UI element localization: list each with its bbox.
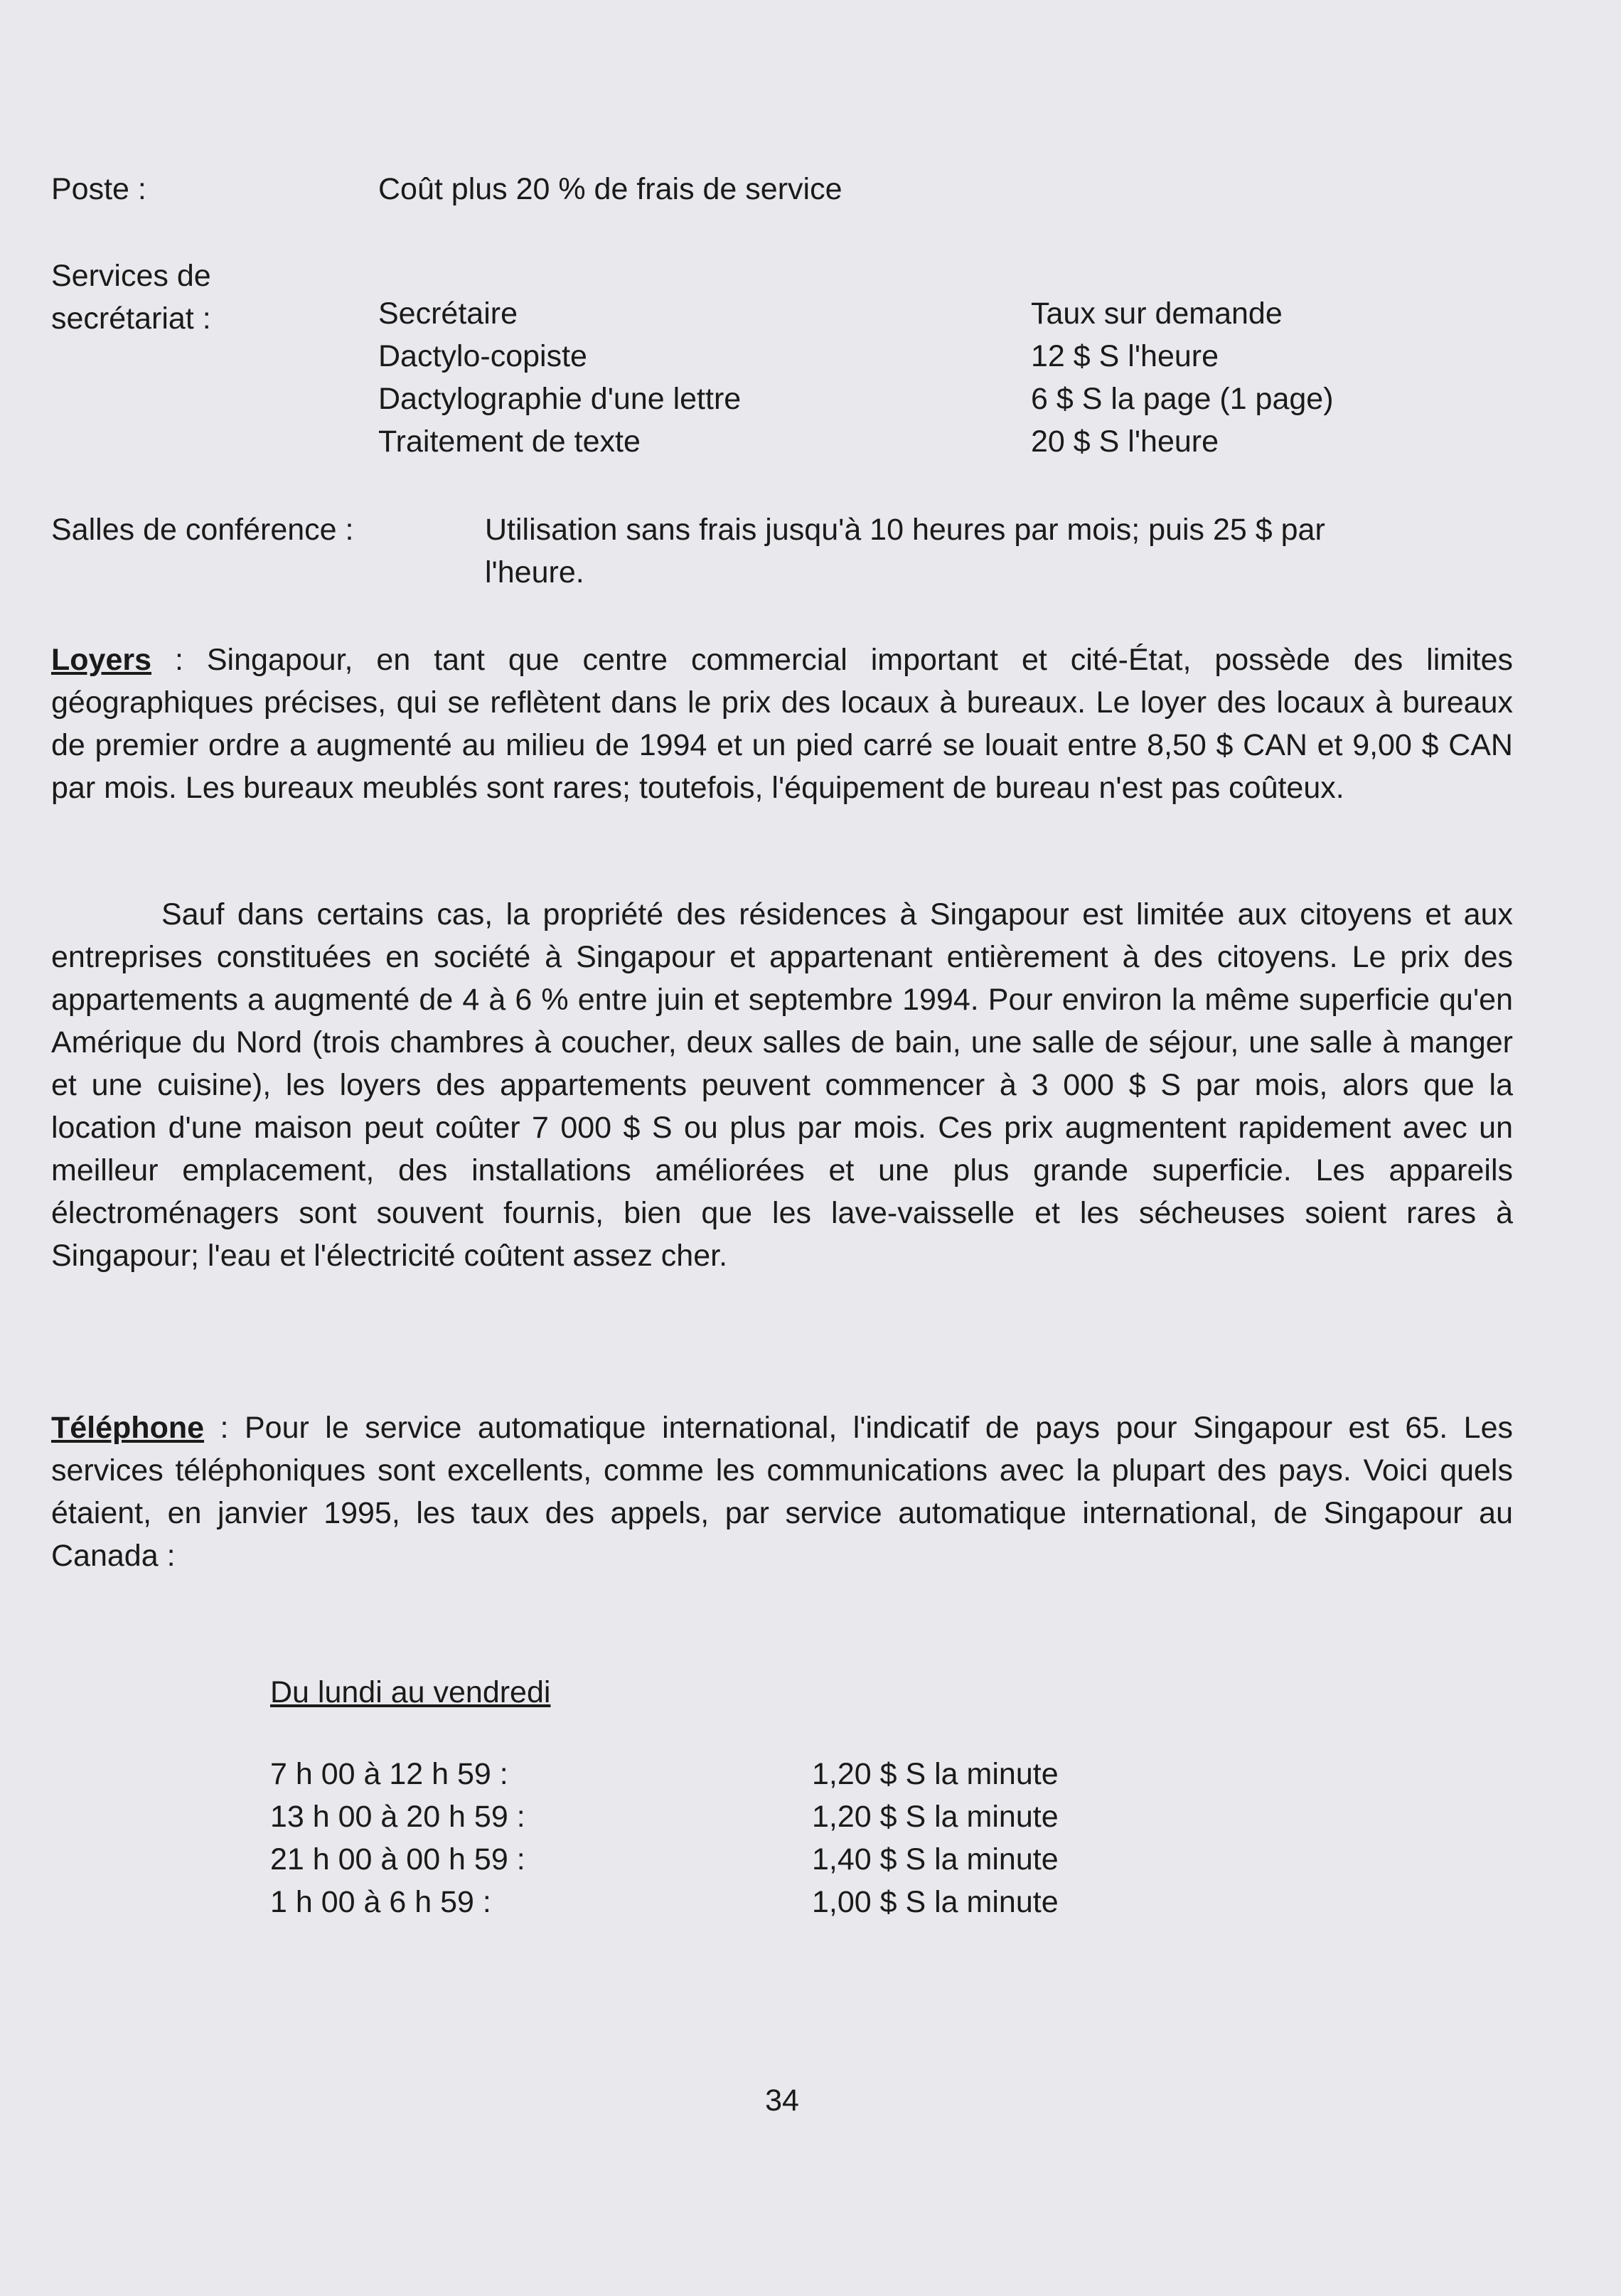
call-times xyxy=(270,1753,525,1923)
telephone-separator: : xyxy=(204,1411,245,1445)
call-rate: 1,20 $ S la minute xyxy=(812,1757,1059,1791)
service-name: Dactylo-copiste xyxy=(378,339,587,373)
page-number: 34 xyxy=(765,2083,799,2118)
service-rate: Taux sur demande xyxy=(1031,297,1283,331)
service-name: Secrétaire xyxy=(378,297,518,331)
residences-paragraph: Sauf dans certains cas, la propriété des résidences à Singapour est limitée aux citoyens et aux entreprises constituées en société à Singapour et appartenant entièrement à des citoyens. Le prix des appartements a augmenté de 4 à 6 % entre juin et septembre 1994. Pour environ la même superficie qu'en Amérique du Nord (trois chambres à coucher, deux salles de bain, une salle de séjour, une salle à manger et une cuisine), les loyers des appartements peuvent commencer à 3 000 $ S par mois, alors que la location d'une maison peut coûter 7 000 $ S ou plus par mois. Ces prix augmentent rapidement avec un meilleur emplacement, des installations améliorées et une plus grande superficie. Les appareils électroménagers sont souvent fournis, bien que les lave-vaisselle et les sécheuses soient rares à Singapour; l'eau et l'électricité coûtent assez cher. xyxy=(51,897,1513,1273)
loyers-separator: : xyxy=(151,643,207,677)
call-time: 1 h 00 à 6 h 59 : xyxy=(270,1885,491,1919)
poste-label: Poste : xyxy=(51,172,146,206)
call-time: 7 h 00 à 12 h 59 : xyxy=(270,1757,508,1791)
poste-value: Coût plus 20 % de frais de service xyxy=(378,172,842,206)
service-rate: 6 $ S la page (1 page) xyxy=(1031,382,1334,416)
call-time: 13 h 00 à 20 h 59 : xyxy=(270,1800,525,1834)
telephone-text: Pour le service automatique international, l'indicatif de pays pour Singapour est 65. Les services téléphoniques sont excellents, comme les communications avec la plupart des pays. Voici quels étaient, en janvier 1995, les taux des appels, par service automatique international, de Singapour au Canada : xyxy=(51,1411,1514,1573)
call-rate: 1,40 $ S la minute xyxy=(812,1842,1059,1876)
schedule-heading: Du lundi au vendredi xyxy=(270,1675,551,1709)
telephone-heading: Téléphone xyxy=(51,1411,205,1445)
conference-line1: Utilisation sans frais jusqu'à 10 heures par mois; puis 25 $ par xyxy=(485,513,1325,547)
loyers-text: Singapour, en tant que centre commercial important et cité-État, possède des limites géographiques précises, qui se reflètent dans le prix des locaux à bureaux. Le loyer des locaux à bureaux de premier ordre a augmenté au milieu de 1994 et un pied carré se louait entre 8,50 $ CAN et 9,00 $ CAN par mois. Les bureaux meublés sont rares; toutefois, l'équipement de bureau n'est pas coûteux. xyxy=(51,643,1513,805)
conference-line2: l'heure. xyxy=(485,555,584,589)
service-rate: 12 $ S l'heure xyxy=(1031,339,1219,373)
loyers-heading: Loyers xyxy=(51,643,152,677)
secretariat-services xyxy=(378,292,741,463)
loyers-paragraph xyxy=(51,639,1513,809)
call-time: 21 h 00 à 00 h 59 : xyxy=(270,1842,525,1876)
telephone-paragraph xyxy=(51,1406,1513,1577)
service-rate: 20 $ S l'heure xyxy=(1031,425,1219,459)
conference-label: Salles de conférence : xyxy=(51,513,354,547)
service-name: Dactylographie d'une lettre xyxy=(378,382,742,416)
secretariat-label-line2: secrétariat : xyxy=(51,301,211,336)
secretariat-rates xyxy=(1031,292,1334,463)
call-rate: 1,00 $ S la minute xyxy=(812,1885,1059,1919)
service-name: Traitement de texte xyxy=(378,425,641,459)
call-rates xyxy=(812,1753,1059,1923)
secretariat-label-line1: Services de xyxy=(51,259,211,293)
call-rate: 1,20 $ S la minute xyxy=(812,1800,1059,1834)
